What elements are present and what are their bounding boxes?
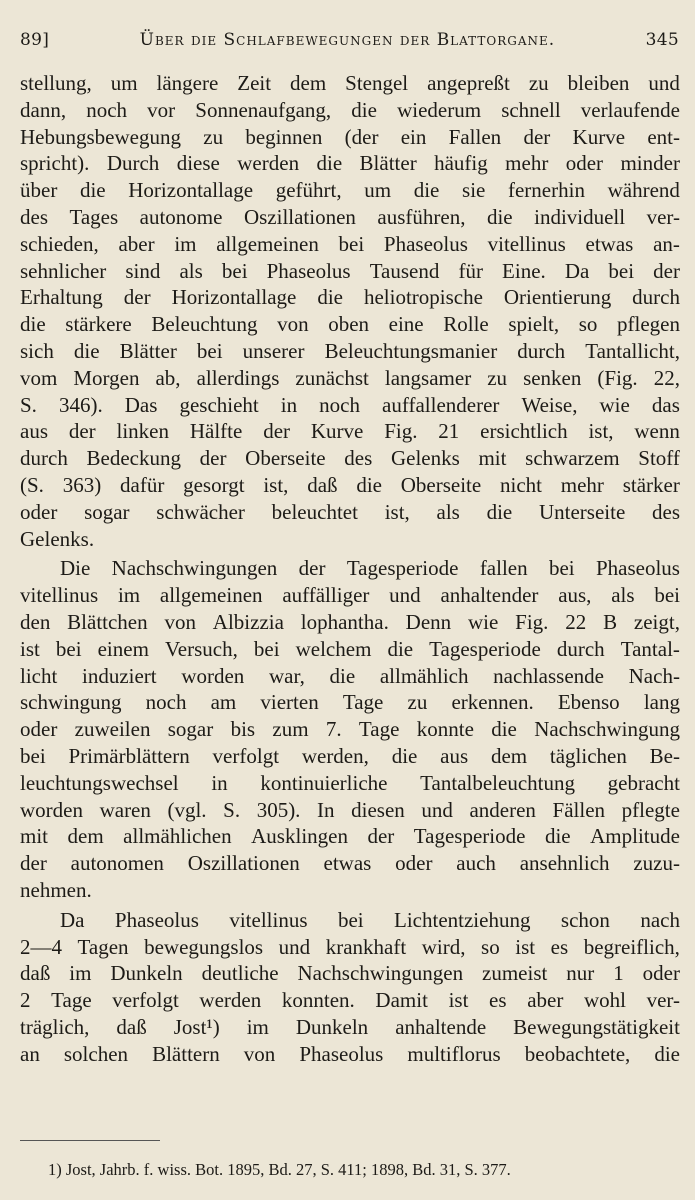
text-line: (S. 363) dafür gesorgt ist, daß die Oberseite nicht mehr stärker (20, 472, 680, 497)
text-line: dann, noch vor Sonnenaufgang, die wiederum schnell verlaufende (20, 97, 680, 122)
text-line: ist bei einem Versuch, bei welchem die Tagesperiode durch Tantal- (20, 636, 680, 661)
text-line: daß im Dunkeln deutliche Nachschwingungen zumeist nur 1 oder (20, 961, 680, 986)
text-line: worden waren (vgl. S. 305). In diesen und anderen Fällen pflegte (20, 797, 680, 822)
text-line: des Tages autonome Oszillationen ausführen, die individuell ver- (20, 204, 680, 229)
text-line: oder zuweilen sogar bis zum 7. Tage konnte die Nachschwingung (20, 717, 680, 742)
text-line: stellung, um längere Zeit dem Stengel angepreßt zu bleiben und (20, 71, 680, 95)
text-line: an solchen Blättern von Phaseolus multiflorus beobachtete, die (20, 1041, 680, 1066)
text-line: schwingung noch am vierten Tage zu erkennen. Ebenso lang (20, 690, 680, 715)
paragraph (20, 70, 680, 552)
body-text (20, 70, 680, 1067)
footnote-divider (20, 1140, 160, 1141)
header-left-number: 89] (20, 30, 50, 50)
header-title: Über die Schlafbewegungen der Blattorgane. (139, 30, 556, 50)
text-line: nehmen. (20, 877, 92, 902)
paragraph (20, 907, 680, 1068)
text-line: den Blättchen von Albizzia lophantha. Denn wie Fig. 22 B zeigt, (20, 609, 680, 634)
text-line: durch Bedeckung der Oberseite des Gelenks mit schwarzem Stoff (20, 446, 680, 471)
text-line: 2 Tage verfolgt werden konnten. Damit ist es aber wohl ver- (20, 988, 680, 1013)
text-line: aus der linken Hälfte der Kurve Fig. 21 ersichtlich ist, wenn (20, 419, 680, 444)
footnote: 1) Jost, Jahrb. f. wiss. Bot. 1895, Bd. 27, S. 411; 1898, Bd. 31, S. 377. (48, 1160, 511, 1179)
text-line: vom Morgen ab, allerdings zunächst langsamer zu senken (Fig. 22, (20, 365, 680, 390)
text-line: vitellinus im allgemeinen auffälliger und anhaltender aus, als bei (20, 583, 680, 608)
text-line: Gelenks. (20, 526, 95, 551)
text-line: sehnlicher sind als bei Phaseolus Tausend für Eine. Da bei der (20, 258, 680, 283)
text-line: über die Horizontallage geführt, um die sie fernerhin während (20, 178, 680, 203)
text-line: Da Phaseolus vitellinus bei Lichtentziehung schon nach (60, 907, 680, 932)
text-line: der autonomen Oszillationen etwas oder auch ansehnlich zuzu- (20, 851, 680, 876)
text-line: Hebungsbewegung zu beginnen (der ein Fallen der Kurve ent- (20, 124, 680, 149)
text-line: mit dem allmählichen Ausklingen der Tagesperiode die Amplitude (20, 824, 680, 849)
text-line: spricht). Durch diese werden die Blätter häufig mehr oder minder (20, 151, 680, 176)
text-line: S. 346). Das geschieht in noch auffallenderer Weise, wie das (20, 392, 680, 417)
text-line: die stärkere Beleuchtung von oben eine Rolle spielt, so pflegen (20, 312, 680, 337)
text-line: Die Nachschwingungen der Tagesperiode fallen bei Phaseolus (60, 556, 680, 581)
running-header (20, 30, 679, 50)
paragraph (20, 555, 680, 903)
text-line: schieden, aber im allgemeinen bei Phaseolus vitellinus etwas an- (20, 231, 680, 256)
text-line: oder sogar schwächer beleuchtet ist, als die Unterseite des (20, 499, 680, 524)
text-line: träglich, daß Jost¹) im Dunkeln anhaltende Bewegungstätigkeit (20, 1014, 680, 1039)
header-page-number: 345 (645, 30, 679, 50)
text-line: 2—4 Tagen bewegungslos und krankhaft wird, so ist es begreiflich, (20, 934, 680, 959)
text-line: sich die Blätter bei unserer Beleuchtungsmanier durch Tantallicht, (20, 338, 680, 363)
text-line: Erhaltung der Horizontallage die heliotropische Orientierung durch (20, 285, 680, 310)
text-line: leuchtungswechsel in kontinuierliche Tantalbeleuchtung gebracht (20, 770, 680, 795)
text-line: licht induziert worden war, die allmählich nachlassende Nach- (20, 663, 680, 688)
text-line: bei Primärblättern verfolgt werden, die aus dem täglichen Be- (20, 743, 680, 768)
